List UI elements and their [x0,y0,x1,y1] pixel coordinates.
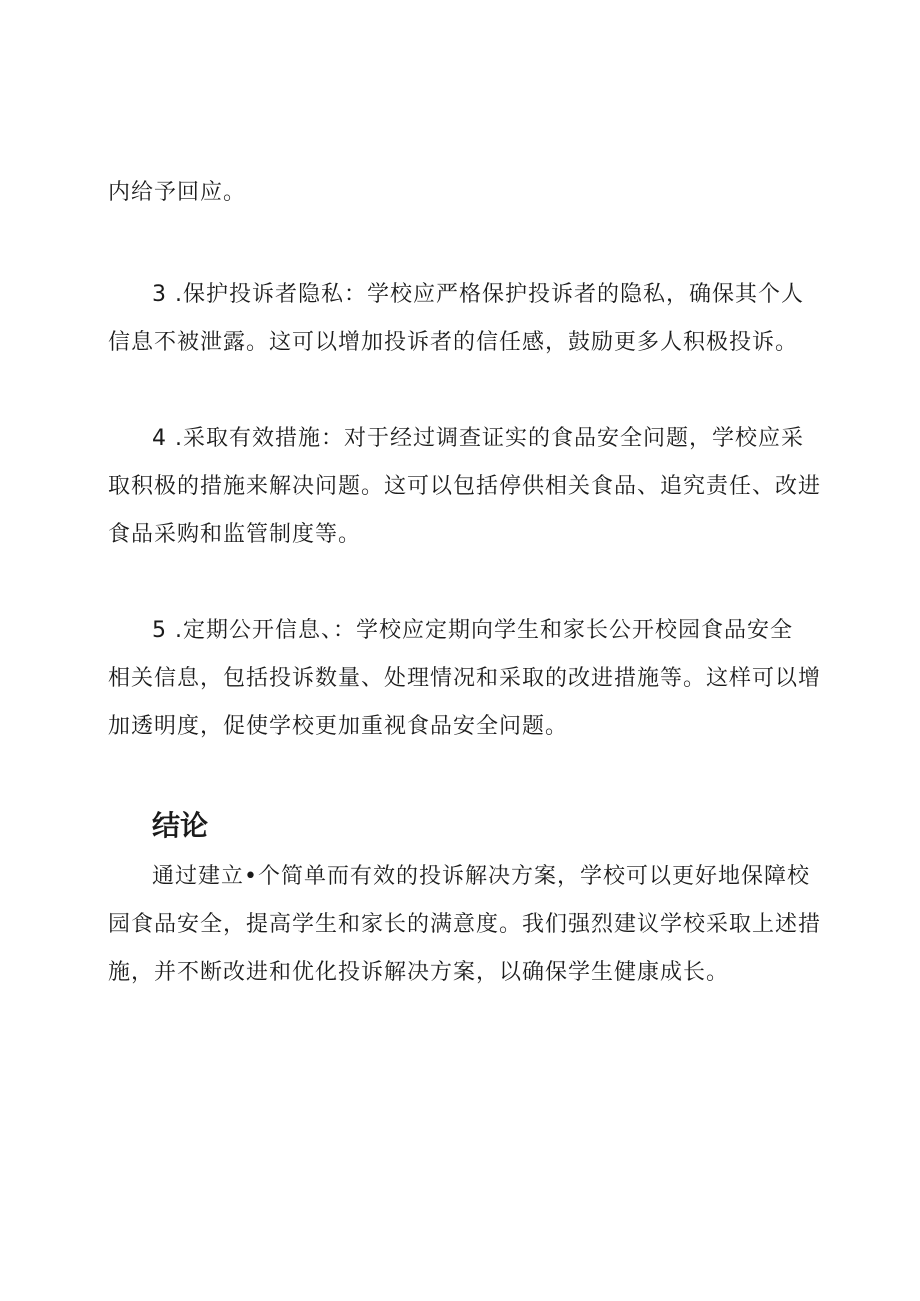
item-4-line-3: 食品采购和监管制度等。 [108,522,362,547]
item-4-line-2: 取积极的措施来解决问题。这可以包括停供相关食品、追究责任、改进 [108,474,822,499]
continuation-line: 内给予回应。 [108,180,247,205]
conclusion-line-3: 施，并不断改进和优化投诉解决方案，以确保学生健康成长。 [108,960,730,985]
item-3-line-2: 信息不被泄露。这可以增加投诉者的信任感，鼓励更多人积极投诉。 [108,330,799,355]
conclusion-line-1: 通过建立•个简单而有效的投诉解决方案，学校可以更好地保障校 [152,864,810,889]
item-4-line-1: 4 .采取有效措施：对于经过调查证实的食品安全问题，学校应采 [152,426,804,451]
conclusion-line-2: 园食品安全，提高学生和家长的满意度。我们强烈建议学校采取上述措 [108,912,822,937]
item-5-line-2: 相关信息，包括投诉数量、处理情况和采取的改进措施等。这样可以增 [108,666,822,691]
item-5-line-3: 加透明度，促使学校更加重视食品安全问题。 [108,714,569,739]
conclusion-heading: 结论 [152,809,209,842]
item-3-line-1: 3 .保护投诉者隐私：学校应严格保护投诉者的隐私，确保其个人 [152,282,804,307]
item-5-line-1: 5 .定期公开信息、：学校应定期向学生和家长公开校园食品安全 [152,618,793,643]
